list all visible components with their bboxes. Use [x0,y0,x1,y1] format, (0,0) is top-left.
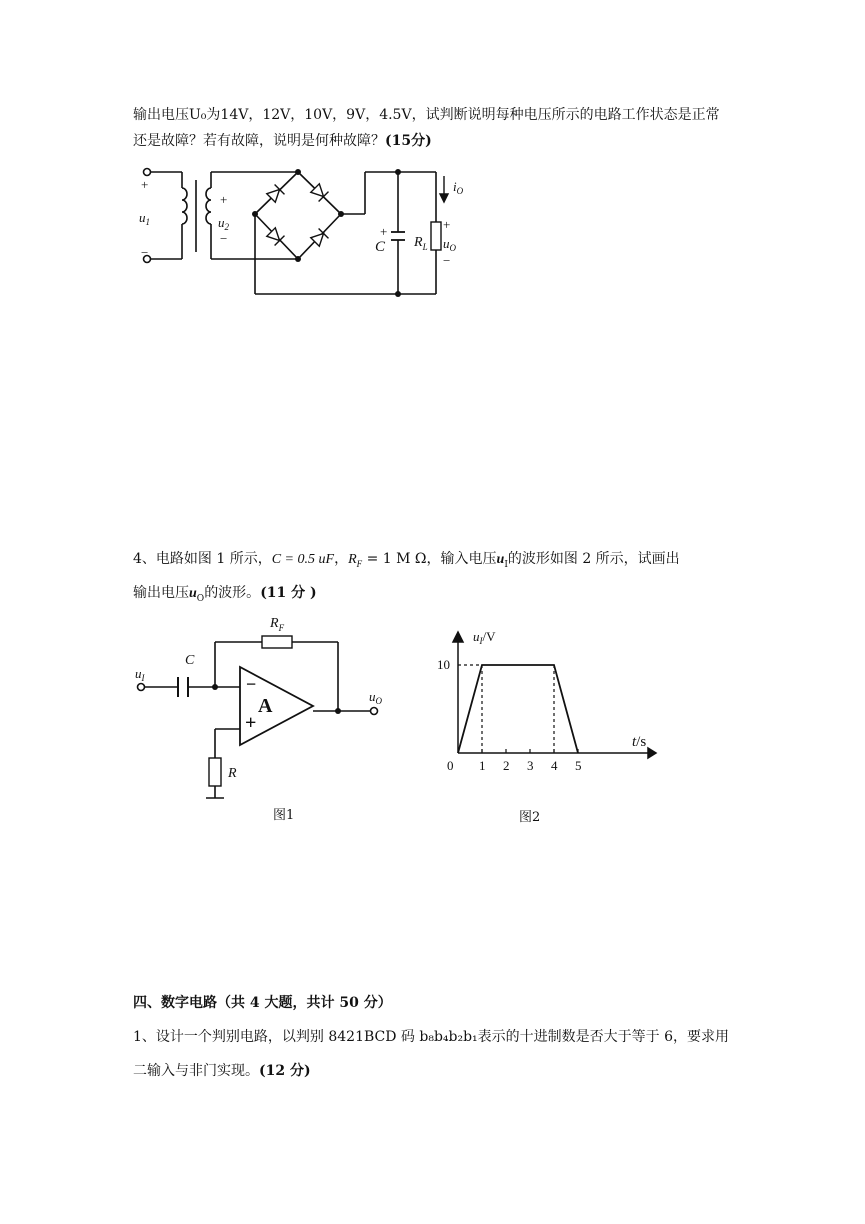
uo-plus: + [443,217,451,232]
s4-q1-line1: 1、设计一个判别电路，以判别 8421BCD 码 b₈b₄b₂b₁表示的十进制数是否大于等于 6，要求用 [133,1029,730,1045]
s4-q1-line2: 二输入与非门实现。(12 分) [133,1063,311,1079]
fig1-ui-label: $u_I$ [135,666,145,683]
opamp-plus: + [245,712,257,734]
u2-minus: − [220,231,228,246]
section-4-heading: 四、数字电路（共 4 大题，共计 50 分） [133,995,392,1011]
fig2-xlabel: t/s [632,734,647,750]
cap-label: C [375,239,386,255]
opamp-a-label: A [258,695,273,717]
fig2-origin: 0 [447,758,454,773]
fig1-c-label: C [185,653,195,668]
fig2-ytick-10: 10 [437,657,450,672]
x-tick-label-4: 4 [551,758,558,773]
fig2-ylabel: $u_I/V$ [473,629,496,646]
rl-label: $R_L$ [414,235,428,252]
fig1-uo-label: $u_O$ [369,689,382,706]
figure-1-caption: 图1 [273,808,295,823]
x-axis-arrow [648,748,656,758]
q3-points: (15分) [385,133,432,149]
uo-minus: − [443,253,451,268]
y-axis-arrow [453,632,463,642]
u2-plus: + [220,192,228,207]
series-ui [458,665,578,753]
q3-text-line2: 还是故障？若有故障，说明是何种故障？(15分) [133,133,432,149]
q3-text-line1: 输出电压U₀为14V，12V，10V，9V，4.5V，试判断说明每种电压所示的电路工作状态是正常 [133,107,720,123]
x-tick-label-1: 1 [479,758,486,773]
x-tick-label-5: 5 [575,758,582,773]
c-equation: C = 0.5 uF [271,552,335,567]
fig1-rf-label: $R_F$ [270,616,285,633]
io-label: $i_O$ [453,179,464,196]
q4-points: (11 分 ) [260,585,317,601]
u1-minus: − [141,245,149,260]
u2-label: $u_2$ [218,215,229,232]
uo-label: $u_O$ [443,236,456,253]
cap-plus: + [380,224,388,239]
opamp-minus: − [246,674,257,694]
s4-q1-points: (12 分) [259,1063,311,1079]
rf-value: = 1 M Ω [362,551,427,567]
u1-plus: + [141,177,149,192]
rf-symbol: R [348,552,357,567]
fig1-r-label: R [228,766,237,781]
x-tick-label-3: 3 [527,758,534,773]
u1-label: $u_1$ [139,210,150,227]
x-tick-label-2: 2 [503,758,510,773]
q4-text-line1: 4、电路如图 1 所示，C = 0.5 uF，$R_F = 1$ M Ω，输入电压$u_I$的波形如图 2 所示，试画出 [133,551,680,570]
figure-2-caption: 图2 [519,810,541,825]
q4-text-line2: 输出电压$u_O$的波形。(11 分 ) [133,585,317,604]
